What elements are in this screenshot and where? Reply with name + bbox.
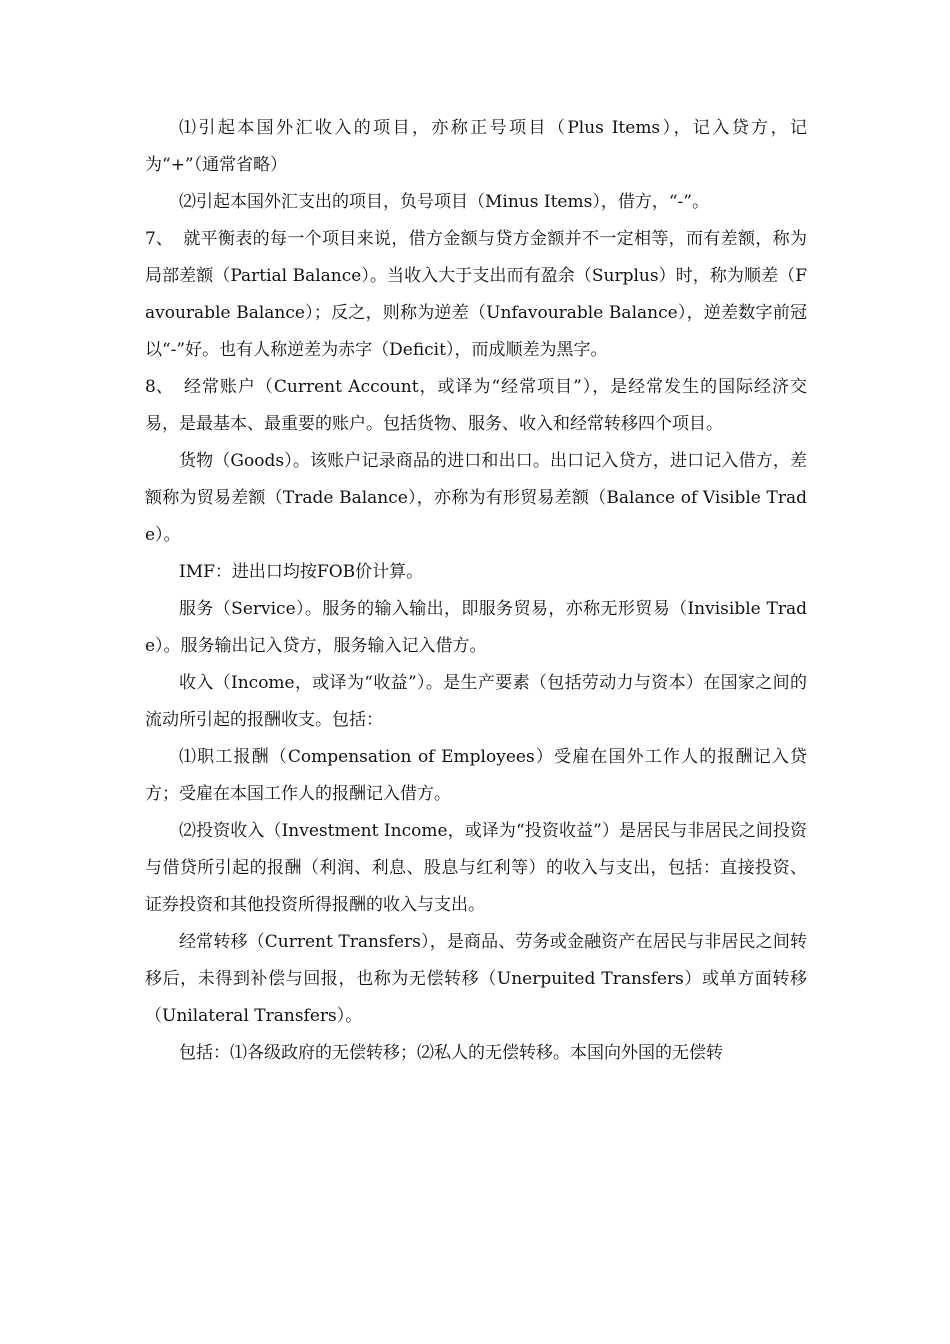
paragraph-compensation: ⑴职工报酬（Compensation of Employees）受雇在国外工作人的报酬记入贷方；受雇在本国工作人的报酬记入借方。 (145, 747, 807, 804)
paragraph-income: 收入（Income，或译为“收益”）。是生产要素（包括劳动力与资本）在国家之间的流动所引起的报酬收支。包括： (145, 673, 807, 730)
paragraph-imf: IMF：进出口均按FOB价计算。 (179, 562, 424, 582)
paragraph-plus-items: ⑴引起本国外汇收入的项目，亦称正号项目（Plus Items），记入贷方，记为“+”（通常省略） (145, 118, 807, 175)
paragraph-current-transfers: 经常转移（Current Transfers），是商品、劳务或金融资产在居民与非居民之间转移后，未得到补偿与回报，也称为无偿转移（Unerpuited Transfers）或单方面转移（Unilateral Transfers）。 (145, 932, 807, 1026)
paragraph-investment-income: ⑵投资收入（Investment Income，或译为“投资收益”）是居民与非居民之间投资与借贷所引起的报酬（利润、利息、股息与红利等）的收入与支出，包括：直接投资、证券投资和其他投资所得报酬的收入与支出。 (145, 821, 807, 915)
paragraph-goods: 货物（Goods）。该账户记录商品的进口和出口。出口记入贷方，进口记入借方，差额称为贸易差额（Trade Balance），亦称为有形贸易差额（Balance of Visible Trade）。 (145, 451, 807, 545)
document-body (145, 110, 807, 1072)
paragraph-item-7: 7、 就平衡表的每一个项目来说，借方金额与贷方金额并不一定相等，而有差额，称为局部差额（Partial Balance）。当收入大于支出而有盈余（Surplus）时，称为顺差（Favourable Balance）；反之，则称为逆差（Unfavourable Balance），逆差数字前冠以“-”好。也有人称逆差为赤字（Deficit），而成顺差为黑字。 (145, 221, 807, 369)
item-number: 7、 (145, 229, 173, 249)
paragraph-transfers-types: 包括：⑴各级政府的无偿转移；⑵私人的无偿转移。本国向外国的无偿转 (179, 1043, 723, 1063)
paragraph-item-8: 8、 经常账户（Current Account，或译为“经常项目”），是经常发生的国际经济交易，是最基本、最重要的账户。包括货物、服务、收入和经常转移四个项目。 (145, 369, 807, 443)
item-number: 8、 (145, 377, 173, 397)
paragraph-minus-items: ⑵引起本国外汇支出的项目，负号项目（Minus Items），借方，“-”。 (179, 192, 709, 212)
paragraph-service: 服务（Service）。服务的输入输出，即服务贸易，亦称无形贸易（Invisible Trade）。服务输出记入贷方，服务输入记入借方。 (145, 599, 807, 656)
